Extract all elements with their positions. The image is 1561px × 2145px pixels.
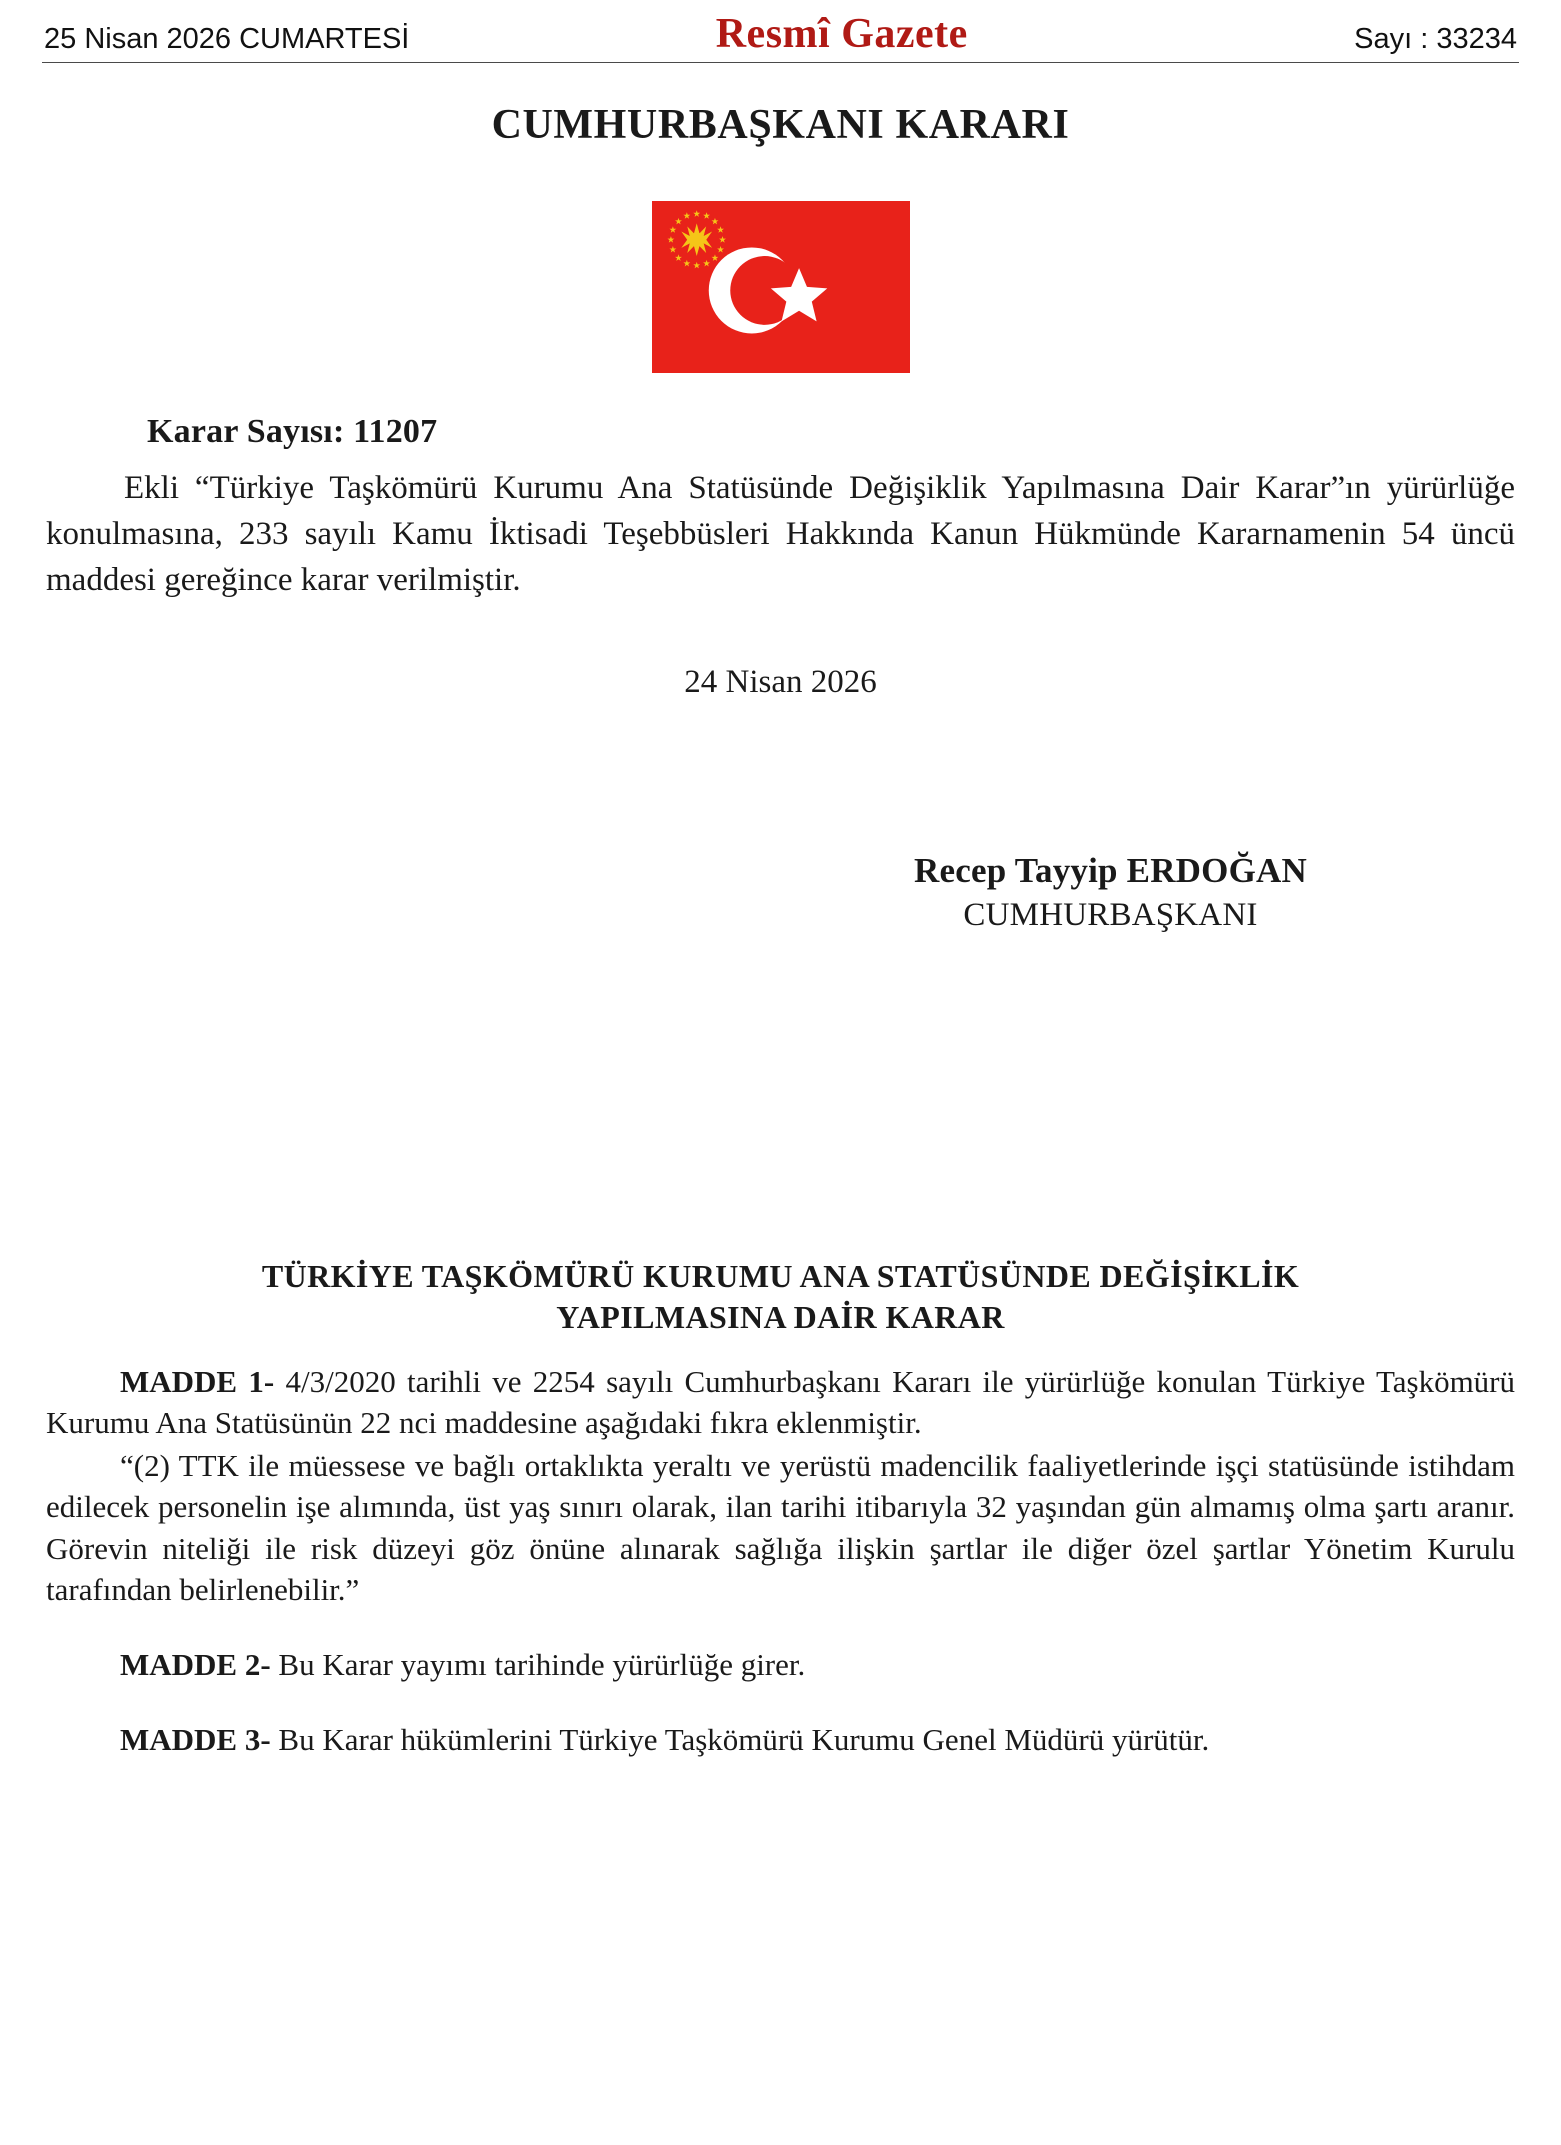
intro-paragraph: Ekli “Türkiye Taşkömürü Kurumu Ana Statüsünde Değişiklik Yapılmasına Dair Karar”ın yürürlüğe konulmasına, 233 sayılı Kamu İktisadi Teşebbüsleri Hakkında Kanun Hükmünde Kararnamenin 54 üncü maddesi gereğince karar verilmiştir.	[46, 470, 1515, 599]
annex-title-line-1: TÜRKİYE TAŞKÖMÜRÜ KURUMU ANA STATÜSÜNDE DEĞİŞİKLİK	[261, 1257, 1300, 1294]
article-2-text: Bu Karar yayımı tarihinde yürürlüğe girer.	[270, 1647, 806, 1683]
masthead-divider	[42, 62, 1519, 63]
masthead-title: Resmî Gazete	[715, 11, 968, 57]
article-3-label: MADDE 3-	[120, 1722, 271, 1758]
article-1-label: MADDE 1-	[120, 1363, 275, 1399]
annex-section	[40, 1256, 1521, 1761]
masthead-issue-number: Sayı : 33234	[1354, 23, 1517, 55]
turkish-flag-icon	[647, 201, 915, 373]
annex-title	[100, 1256, 1461, 1339]
signatory-name: Recep Tayyip ERDOĞAN	[914, 850, 1307, 890]
masthead-date: 25 Nisan 2026 CUMARTESİ	[44, 23, 410, 55]
signatory-title: CUMHURBAŞKANI	[963, 896, 1258, 933]
signature-block	[40, 851, 1521, 934]
article-1-quoted-clause	[46, 1445, 1515, 1610]
decision-number: Karar Sayısı: 11207	[147, 413, 438, 450]
emblem-container	[40, 201, 1521, 373]
article-1-quoted-text: “(2) TTK ile müessese ve bağlı ortaklıkta yeraltı ve yerüstü madencilik faaliyetlerinde işçi statüsünde istihdam edilecek personelin işe alımında, üst yaş sınırı olarak, ilan tarihi itibarıyla 32 yaşından gün almamış olma şartı aranır. Görevin niteliği ile risk düzeyi göz önüne alınarak sağlığa ilişkin şartlar ile diğer özel şartlar Yönetim Kurulu tarafından belirlenebilir.”	[46, 1448, 1515, 1607]
article-1-text: 4/3/2020 tarihli ve 2254 sayılı Cumhurbaşkanı Kararı ile yürürlüğe konulan Türkiye Taşkömürü Kurumu Ana Statüsünün 22 nci maddesine aşağıdaki fıkra eklenmiştir.	[46, 1363, 1516, 1440]
annex-title-line-2: YAPILMASINA DAİR KARAR	[556, 1299, 1005, 1336]
decision-date: 24 Nisan 2026	[684, 663, 877, 700]
page-title: CUMHURBAŞKANI KARARI	[491, 102, 1070, 148]
masthead	[40, 0, 1521, 62]
article-1	[46, 1361, 1515, 1443]
article-2-label: MADDE 2-	[120, 1647, 271, 1683]
article-3	[46, 1719, 1515, 1760]
article-3-text: Bu Karar hükümlerini Türkiye Taşkömürü Kurumu Genel Müdürü yürütür.	[270, 1722, 1210, 1758]
article-2	[46, 1644, 1515, 1685]
